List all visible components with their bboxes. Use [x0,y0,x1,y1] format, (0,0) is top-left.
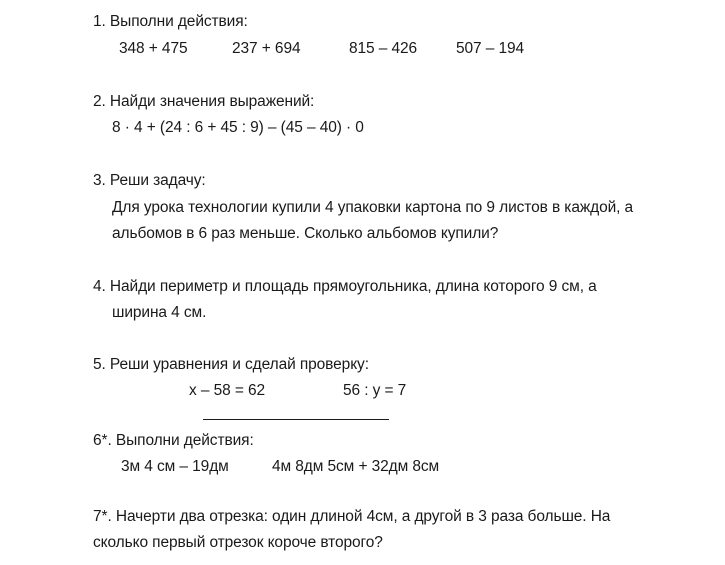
task-5-equation-1: x – 58 = 62 [189,382,266,399]
task-1-expression-3: 815 – 426 [349,40,418,57]
task-6-heading: 6*. Выполни действия: [93,432,254,449]
task-3-text-line-1: Для урока технологии купили 4 упаковки картона по 9 листов в каждой, а [112,199,634,216]
task-7-text-line-2: сколько первый отрезок короче второго? [93,534,383,551]
task-3-heading: 3. Реши задачу: [93,172,206,189]
task-2-expression: 8 · 4 + (24 : 6 + 45 : 9) – (45 – 40) · 0 [112,119,364,136]
task-7-text-line-1: 7*. Начерти два отрезка: один длиной 4см, а другой в 3 раза больше. На [93,508,611,525]
task-4-text-line-2: ширина 4 см. [112,304,207,321]
task-2-heading: 2. Найди значения выражений: [93,93,315,110]
task-6-expression-1: 3м 4 см – 19дм [121,458,229,475]
task-4-text-line-1: 4. Найди периметр и площадь прямоугольника, длина которого 9 см, а [93,278,597,295]
task-6-expression-2: 4м 8дм 5см + 32дм 8см [272,458,440,475]
task-3-text-line-2: альбомов в 6 раз меньше. Сколько альбомов купили? [112,225,499,242]
task-1-expression-4: 507 – 194 [456,40,525,57]
task-1-expression-1: 348 + 475 [119,40,188,57]
task-1-expression-2: 237 + 694 [232,40,301,57]
separator-line [203,419,389,420]
task-1-heading: 1. Выполни действия: [93,13,248,30]
task-5-equation-2: 56 : y = 7 [343,382,407,399]
task-5-heading: 5. Реши уравнения и сделай проверку: [93,356,369,373]
